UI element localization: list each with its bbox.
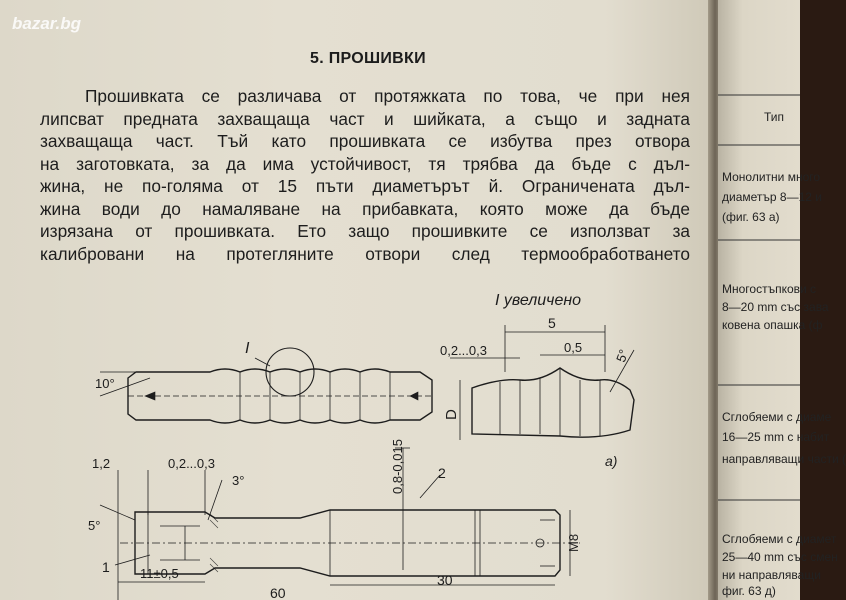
paragraph-line: изрязана от прошивката. Ето защо прошивките се използват за	[40, 221, 690, 241]
table-row-3-line-3: направляващи части (	[722, 452, 846, 466]
dim-D-label: D	[443, 409, 460, 420]
callout-2-label: 2	[438, 465, 446, 481]
dim-5-label: 5	[548, 315, 556, 331]
callout-1-label: 1	[102, 559, 110, 575]
table-row-1-line-1: Монолитни много	[722, 170, 821, 184]
detail-outline	[472, 368, 634, 437]
watermark: bazar.bg	[12, 14, 81, 33]
detail-callout: I	[245, 340, 250, 357]
dim-0203-upper-label: 0,2...0,3	[440, 343, 487, 358]
table-row-4-line-3: ни направляващи	[722, 568, 821, 582]
paragraph-line: Прошивката се различава от протяжката по това, че при нея	[85, 86, 690, 106]
right-table-rules	[718, 0, 800, 600]
paragraph-line: липсват предната захващаща част и шийката, а също и задната	[40, 108, 690, 129]
paragraph-line: жина води до намаляване на прибавката, която може да бъде	[40, 198, 690, 219]
dim-05-label: 0,5	[564, 340, 583, 355]
table-row-4-line-4: фиг. 63 д)	[722, 584, 776, 598]
angle-10-label: 10°	[95, 376, 115, 391]
dim-60-label: 60	[270, 585, 286, 600]
dim-08-label: 0,8-0,015	[390, 439, 405, 494]
table-row-1-line-3: (фиг. 63 а)	[722, 210, 780, 224]
dim-M8-label: M8	[566, 533, 581, 552]
section-title: 5. ПРОШИВКИ	[310, 50, 426, 67]
paragraph-line: захващаща част. Тъй като прошивката се избутва през отвора	[40, 131, 690, 151]
dim-11-label: 11±0,5	[140, 566, 179, 581]
table-row-3-line-2: 16—25 mm с набит	[722, 430, 830, 444]
angle-5-left-label: 5°	[88, 518, 101, 533]
dim-30-label: 30	[437, 572, 453, 588]
dim-12-label: 1,2	[92, 456, 111, 471]
detail-label: I увеличено	[495, 292, 582, 309]
table-row-2-line-1: Многостъпкови с	[722, 282, 817, 296]
angle-3-label: 3°	[232, 473, 245, 488]
dim-0203-lower-label: 0,2...0,3	[168, 456, 215, 471]
paragraph-line: на заготовката, за да има устойчивост, тя трябва да бъде с дъл-	[40, 153, 690, 174]
table-row-3-line-1: Сглобяеми с диаме	[722, 410, 832, 424]
paragraph-line: жина, не по-голяма от 15 пъти диаметърът й. Ограничената дъл-	[40, 176, 690, 196]
table-row-2-line-3: ковена опашка (ф	[722, 318, 823, 332]
table-row-1-line-2: диаметър 8—12 и	[722, 190, 822, 204]
sub-a-label: a)	[605, 453, 618, 469]
table-row-2-line-2: 8—20 mm със зава	[722, 300, 829, 314]
paragraph-line: калибровани на протегляните отвори след термообработването	[40, 243, 690, 264]
table-row-4-line-2: 25—40 mm със смен	[722, 550, 838, 564]
right-table-header: Тип	[764, 110, 785, 124]
angle-5-right-label: 5°	[613, 347, 632, 365]
table-row-4-line-1: Сглобяеми с диамет	[722, 532, 837, 546]
